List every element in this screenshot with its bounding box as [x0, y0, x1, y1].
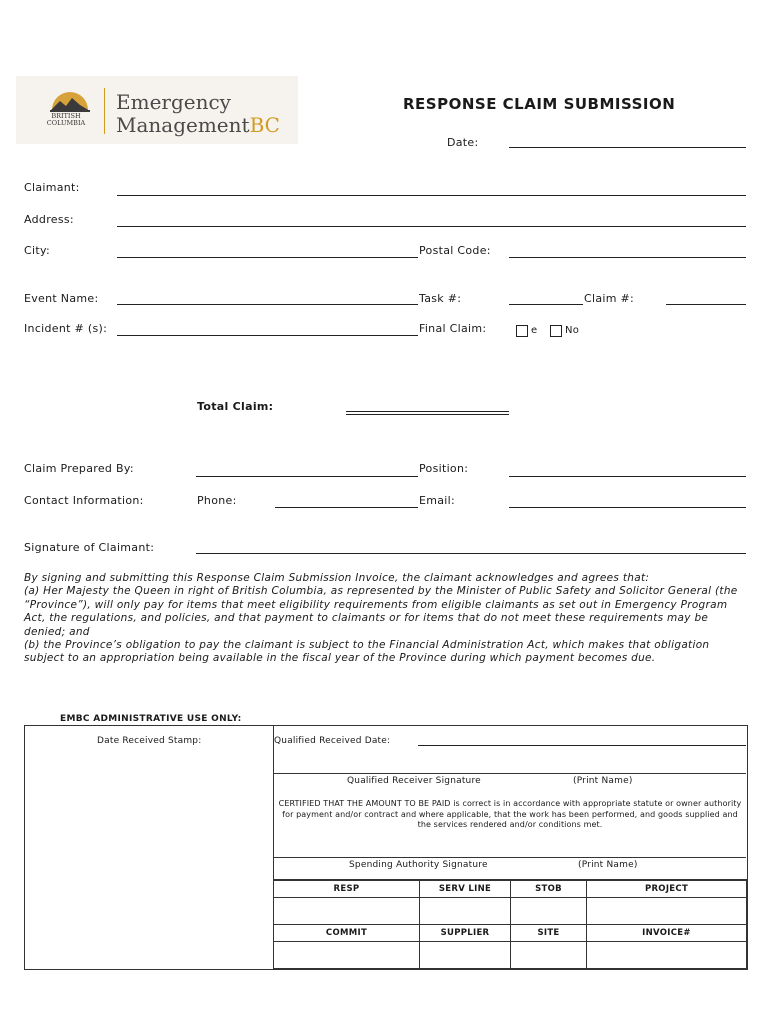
position-input[interactable] — [509, 476, 746, 477]
ack-clause-a: (a) Her Majesty the Queen in right of British Columbia, as represented by the Minister of Public Safety and Solicitor General (the “Province”), will only pay for items that meet eligibility requirements from eligible claimants as set out in Emergency Program Act, the regulations, and policies, and that payment to claimants or for items that do not meet these requirements may be denied; and — [24, 585, 738, 638]
email-label: Email: — [419, 494, 456, 507]
date-label: Date: — [447, 136, 479, 149]
claim-number-input[interactable] — [666, 304, 746, 305]
qualified-receiver-signature-label: Qualified Receiver Signature — [347, 776, 481, 786]
claim-number-label: Claim #: — [584, 292, 635, 305]
city-input[interactable] — [117, 257, 418, 258]
final-claim-no-label: No — [565, 325, 580, 336]
ack-intro: By signing and submitting this Response Claim Submission Invoice, the claimant acknowledges and agrees that: — [24, 572, 650, 584]
claimant-label: Claimant: — [24, 181, 80, 194]
prepared-by-label: Claim Prepared By: — [24, 462, 134, 475]
address-input[interactable] — [117, 226, 746, 227]
date-input[interactable] — [509, 147, 746, 148]
coding-grid — [273, 879, 747, 969]
logo-emergency: Emergency — [116, 90, 231, 114]
date-received-stamp-label: Date Received Stamp: — [97, 736, 202, 746]
final-claim-yes-checkbox[interactable] — [516, 325, 528, 337]
final-claim-label: Final Claim: — [419, 322, 487, 335]
grid-cell-serv-line[interactable] — [420, 897, 511, 924]
phone-label: Phone: — [197, 494, 237, 507]
ack-clause-b: (b) the Province’s obligation to pay the claimant is subject to the Financial Administration Act, which makes that obligation subject to an appropriation being available in the fiscal year of the Province during which payment becomes due. — [24, 639, 710, 665]
postal-code-input[interactable] — [509, 257, 746, 258]
incident-input[interactable] — [117, 335, 418, 336]
event-name-input[interactable] — [117, 304, 418, 305]
embc-logo — [16, 76, 298, 144]
grid-cell-invoice[interactable] — [587, 941, 747, 968]
grid-cell-resp[interactable] — [274, 897, 420, 924]
logo-management: ManagementBC — [116, 113, 280, 137]
position-label: Position: — [419, 462, 469, 475]
total-claim-input[interactable] — [346, 411, 509, 412]
grid-header-site: SITE — [511, 924, 587, 941]
receiver-signature-line[interactable] — [274, 773, 746, 774]
spending-signature-line[interactable] — [274, 857, 746, 858]
qualified-received-date-label: Qualified Received Date: — [274, 736, 391, 746]
signature-input[interactable] — [196, 553, 746, 554]
grid-header-commit: COMMIT — [274, 924, 420, 941]
total-claim-label: Total Claim: — [197, 400, 274, 413]
total-claim-double-underline — [346, 414, 509, 415]
logo-bc-line2: COLUMBIA — [46, 119, 86, 127]
grid-header-project: PROJECT — [587, 880, 747, 897]
grid-header-invoice: INVOICE# — [587, 924, 747, 941]
logo-divider — [104, 88, 105, 134]
acknowledgement — [24, 572, 744, 666]
email-input[interactable] — [509, 507, 746, 508]
event-name-label: Event Name: — [24, 292, 99, 305]
contact-info-label: Contact Information: — [24, 494, 144, 507]
signature-label: Signature of Claimant: — [24, 541, 155, 554]
postal-code-label: Postal Code: — [419, 244, 491, 257]
grid-header-serv-line: SERV LINE — [420, 880, 511, 897]
grid-cell-site[interactable] — [511, 941, 587, 968]
incident-label: Incident # (s): — [24, 322, 108, 335]
logo-bc-line1: BRITISH — [51, 112, 81, 120]
bc-sun-mountain-icon — [48, 90, 92, 114]
phone-input[interactable] — [275, 507, 418, 508]
claimant-input[interactable] — [117, 195, 746, 196]
grid-cell-stob[interactable] — [511, 897, 587, 924]
grid-header-stob: STOB — [511, 880, 587, 897]
prepared-by-input[interactable] — [196, 476, 418, 477]
address-label: Address: — [24, 213, 74, 226]
final-claim-yes-label: e — [531, 325, 538, 336]
grid-header-supplier: SUPPLIER — [420, 924, 511, 941]
final-claim-no-checkbox[interactable] — [550, 325, 562, 337]
admin-section-title: EMBC ADMINISTRATIVE USE ONLY: — [60, 714, 242, 724]
city-label: City: — [24, 244, 50, 257]
print-name-label-2: (Print Name) — [578, 860, 638, 870]
spending-authority-signature-label: Spending Authority Signature — [349, 860, 488, 870]
task-input[interactable] — [509, 304, 583, 305]
certified-text: CERTIFIED THAT THE AMOUNT TO BE PAID is correct is in accordance with appropriate statute or owner authority for payment and/or contract and where applicable, that the work has been performed, and goods supplied and the services rendered and/or conditions met. — [278, 799, 742, 829]
grid-cell-supplier[interactable] — [420, 941, 511, 968]
grid-cell-project[interactable] — [587, 897, 747, 924]
grid-header-resp: RESP — [274, 880, 420, 897]
page-title: RESPONSE CLAIM SUBMISSION — [403, 95, 676, 113]
print-name-label-1: (Print Name) — [573, 776, 633, 786]
qualified-received-date-input[interactable] — [418, 745, 746, 746]
task-label: Task #: — [419, 292, 462, 305]
grid-cell-commit[interactable] — [274, 941, 420, 968]
